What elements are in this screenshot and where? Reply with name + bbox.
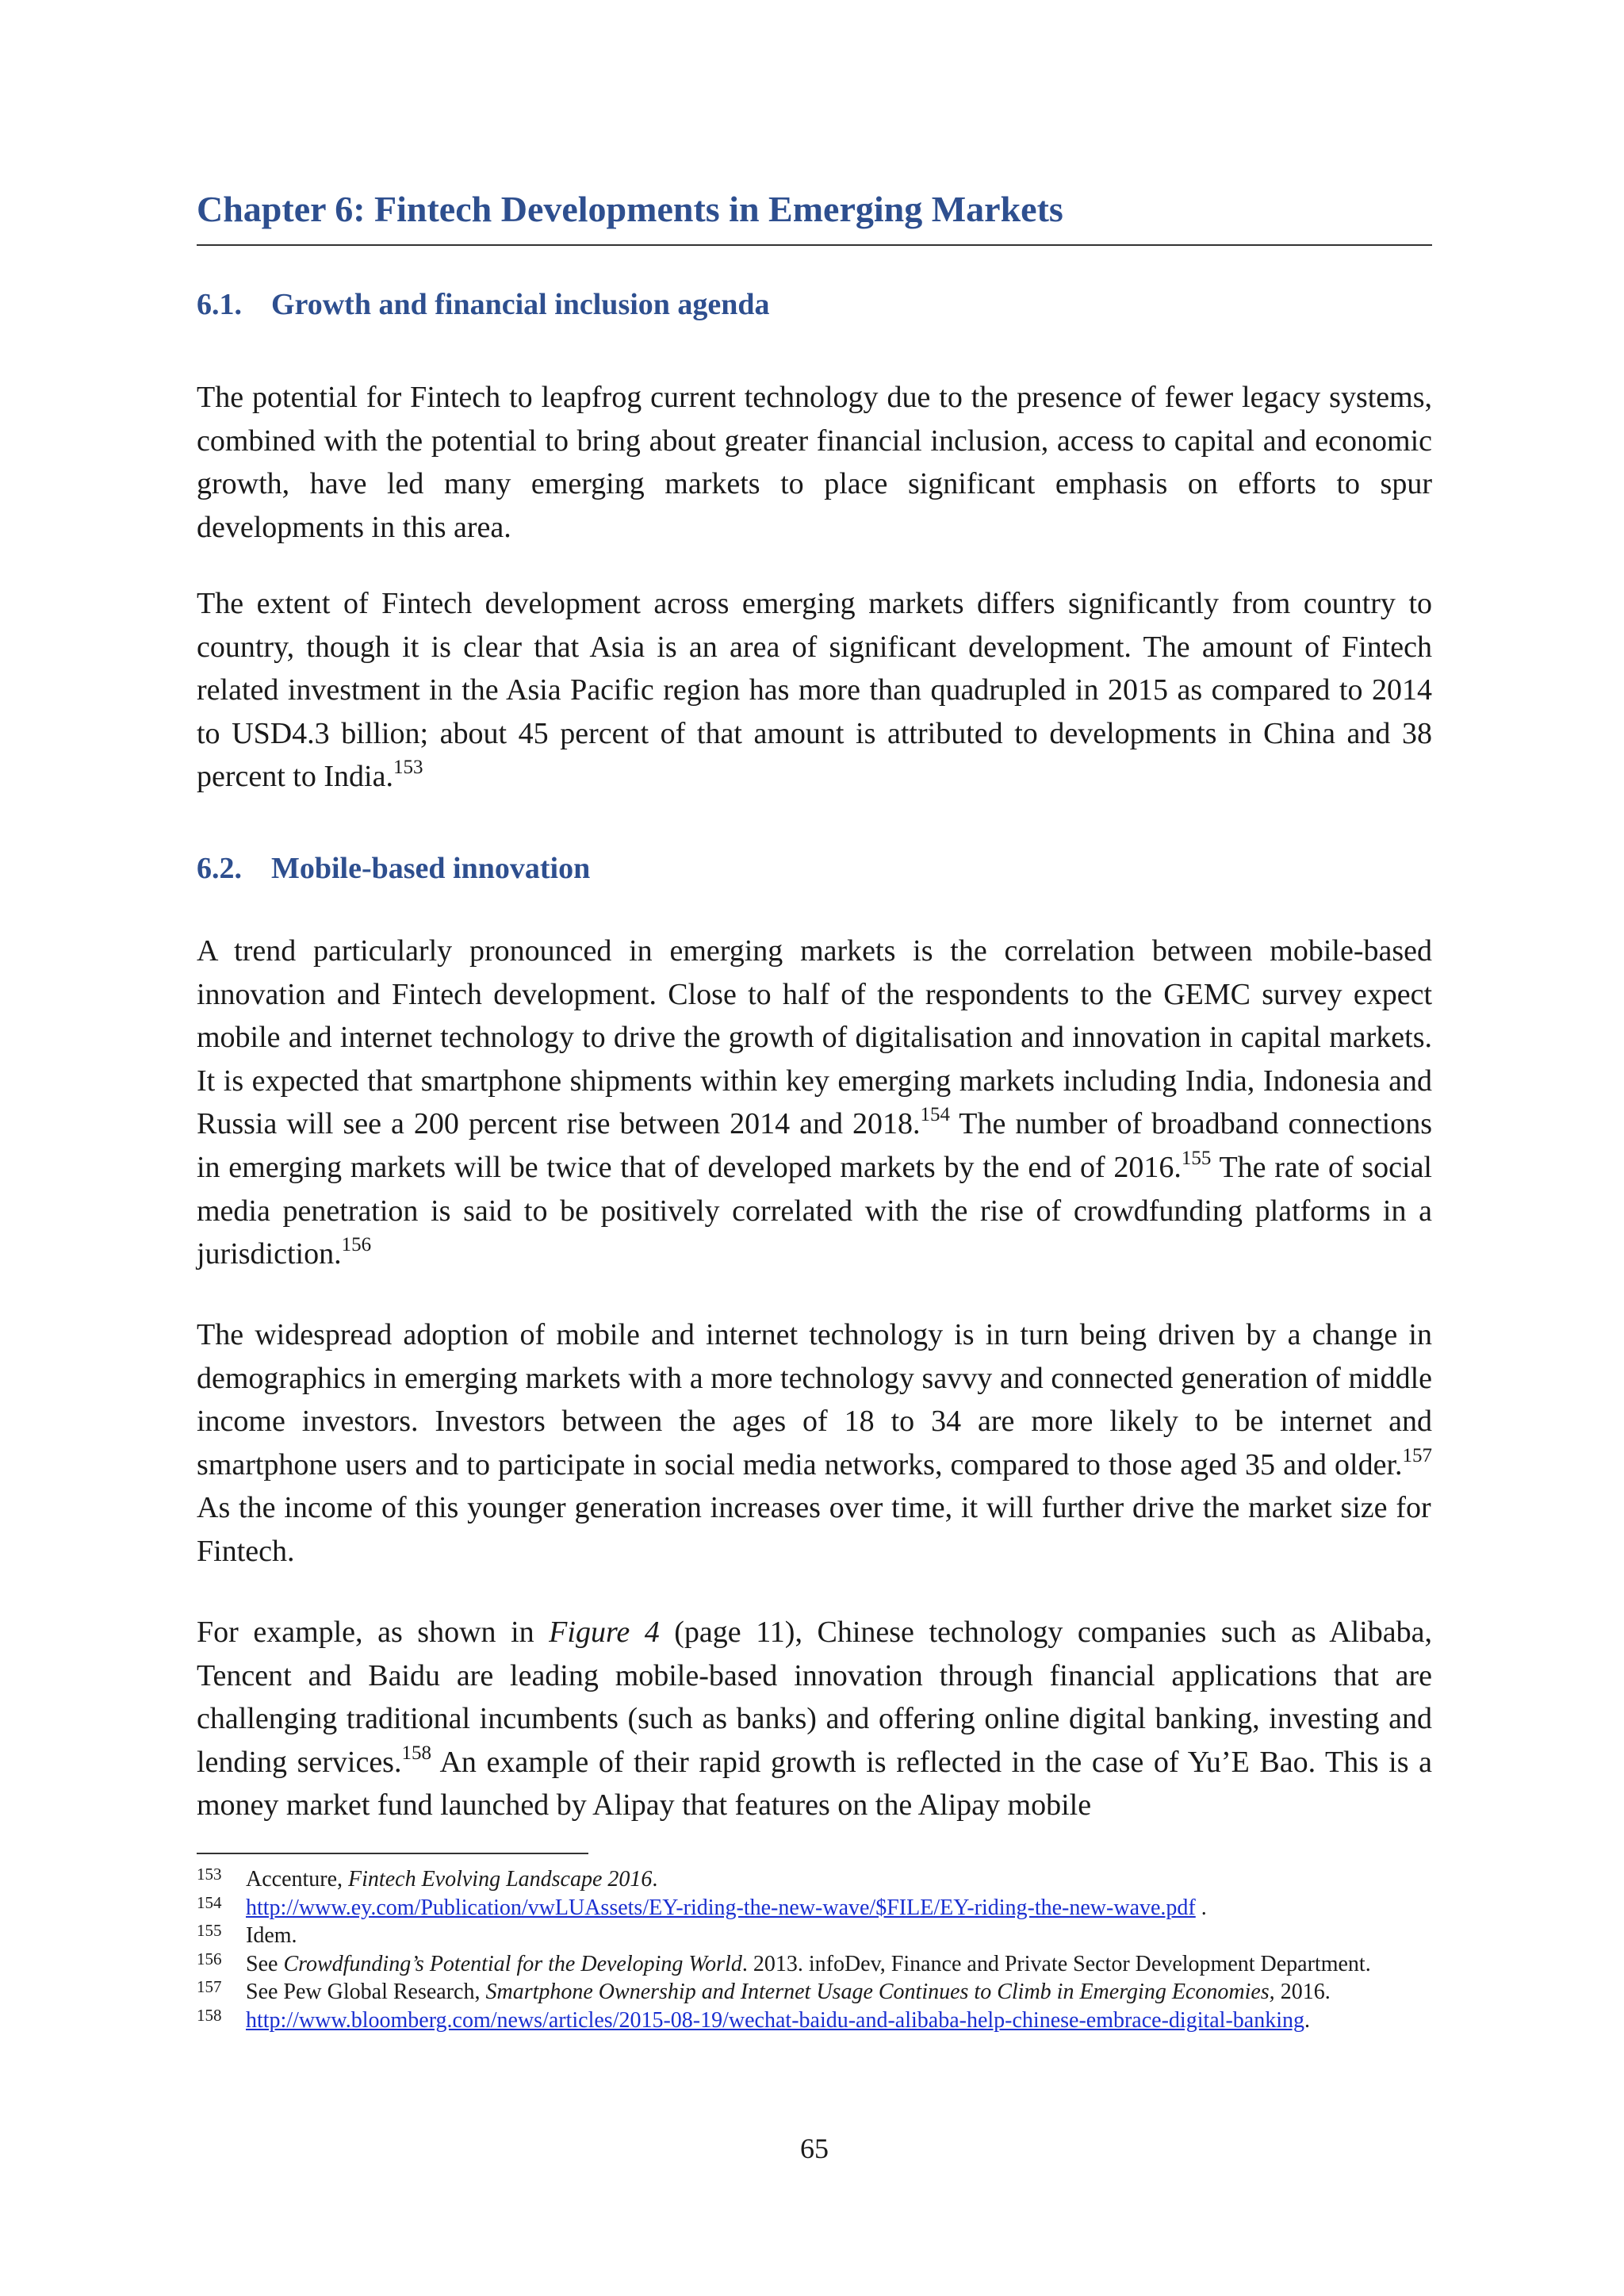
footnote-ref[interactable]: 158 <box>401 1742 431 1764</box>
footnote-separator <box>197 1853 588 1854</box>
footnote-text: . <box>1195 1895 1207 1920</box>
paragraph-text: The number of broadband connections in emerging markets will be twice that of developed markets by the end of 2016. <box>197 1107 1432 1184</box>
section-number: 6.1. <box>197 288 242 321</box>
paragraph <box>197 376 1432 549</box>
figure-reference: Figure 4 <box>549 1616 660 1649</box>
footnote-text: See <box>246 1951 284 1976</box>
section-heading-6-1 <box>197 287 770 324</box>
paragraph-text: For example, as shown in <box>197 1616 550 1649</box>
paragraph <box>197 1611 1432 1827</box>
footnote-text: . <box>1304 2007 1310 2033</box>
footnote-158 <box>197 2007 1432 2035</box>
footnote-number: 154 <box>197 1892 222 1912</box>
paragraph-text: An example of their rapid growth is reflected in the case of Yu’E Bao. This is a money market fund launched by Alipay that features on the Alipay mobile <box>197 1745 1432 1823</box>
footnote-title: Smartphone Ownership and Internet Usage Continues to Climb in Emerging Economies, <box>485 1980 1275 2004</box>
section-title: Mobile-based innovation <box>271 852 591 885</box>
section-number: 6.2. <box>197 852 242 885</box>
paragraph <box>197 582 1432 799</box>
footnote-155 <box>197 1922 1432 1950</box>
footnote-text: See Pew Global Research, <box>246 1980 486 2004</box>
paragraph-text: (page 11), Chinese technology companies such as Alibaba, Tencent and Baidu are leading mobile-based innovation through financial applications that are challenging traditional incumbents (such as banks) and offering online digital banking, investing and lending services. <box>197 1616 1432 1779</box>
footnote-ref[interactable]: 155 <box>1181 1147 1212 1169</box>
footnote-157 <box>197 1978 1432 2007</box>
paragraph-text: The widespread adoption of mobile and internet technology is in turn being driven by a change in demographics in emerging markets with a more technology savvy and connected generation of middle income investors. Investors between the ages of 18 to 34 are more likely to be internet and smartphone users and to participate in social media networks, compared to those aged 35 and older. <box>197 1318 1432 1481</box>
footnote-link[interactable]: http://www.ey.com/Publication/vwLUAssets/EY-riding-the-new-wave/$FILE/EY-riding-the-new-wave.pdf <box>246 1895 1196 1920</box>
footnote-ref[interactable]: 154 <box>920 1104 950 1126</box>
paragraph-text: As the income of this younger generation increases over time, it will further drive the market size for Fintech. <box>197 1491 1431 1568</box>
paragraph <box>197 930 1432 1276</box>
footnote-ref[interactable]: 156 <box>341 1234 372 1256</box>
section-heading-6-2 <box>197 851 590 887</box>
footnote-ref[interactable]: 153 <box>393 757 423 779</box>
paragraph-text: The rate of social media penetration is said to be positively correlated with the rise of crowdfunding platforms in a jurisdiction. <box>197 1150 1432 1271</box>
footnote-ref[interactable]: 157 <box>1402 1444 1432 1466</box>
footnote-153 <box>197 1865 1432 1894</box>
footnote-156 <box>197 1950 1432 1979</box>
page-number: 65 <box>800 2133 829 2164</box>
paragraph <box>197 1313 1432 1573</box>
footnote-text: 2016. <box>1274 1980 1331 2004</box>
section-title: Growth and financial inclusion agenda <box>271 288 770 321</box>
chapter-title: Chapter 6: Fintech Developments in Emerging Markets <box>197 189 1063 229</box>
footnote-text: . <box>652 1867 658 1892</box>
footnote-link[interactable]: http://www.bloomberg.com/news/articles/2015-08-19/wechat-baidu-and-alibaba-help-chinese-embrace-digital-banking <box>246 2007 1304 2033</box>
paragraph-text: The extent of Fintech development across emerging markets differs significantly from country to country, though it is clear that Asia is an area of significant development. The amount of Fintech related investment in the Asia Pacific region has more than quadrupled in 2015 as compared to 2014 to USD4.3 billion; about 45 percent of that amount is attributed to developments in China and 38 percent to India. <box>197 587 1432 794</box>
footnote-title: Fintech Evolving Landscape 2016 <box>348 1867 653 1892</box>
footnote-number: 157 <box>197 1977 222 1996</box>
footnote-title: Crowdfunding’s Potential for the Developing World <box>283 1951 742 1976</box>
footnote-number: 155 <box>197 1921 222 1940</box>
footnote-text: Accenture, <box>246 1867 349 1892</box>
footnote-text: Idem. <box>246 1923 297 1948</box>
chapter-title-rule <box>197 244 1432 246</box>
paragraph-text: The potential for Fintech to leapfrog current technology due to the presence of fewer legacy systems, combined with the potential to bring about greater financial inclusion, access to capital and economic growth, have led many emerging markets to place significant emphasis on efforts to spur developments in this area. <box>197 381 1432 544</box>
footnote-number: 156 <box>197 1949 222 1968</box>
paragraph-text: A trend particularly pronounced in emerging markets is the correlation between mobile-based innovation and Fintech development. Close to half of the respondents to the GEMC survey expect mobile and internet technology to drive the growth of digitalisation and innovation in capital markets. It is expected that smartphone shipments within key emerging markets including India, Indonesia and Russia will see a 200 percent rise between 2014 and 2018. <box>197 934 1432 1141</box>
footnotes <box>197 1865 1432 2034</box>
footnote-154 <box>197 1894 1432 1922</box>
footnote-number: 158 <box>197 2005 222 2025</box>
footnote-number: 153 <box>197 1865 222 1884</box>
footnote-text: . 2013. infoDev, Finance and Private Sector Development Department. <box>741 1951 1371 1976</box>
